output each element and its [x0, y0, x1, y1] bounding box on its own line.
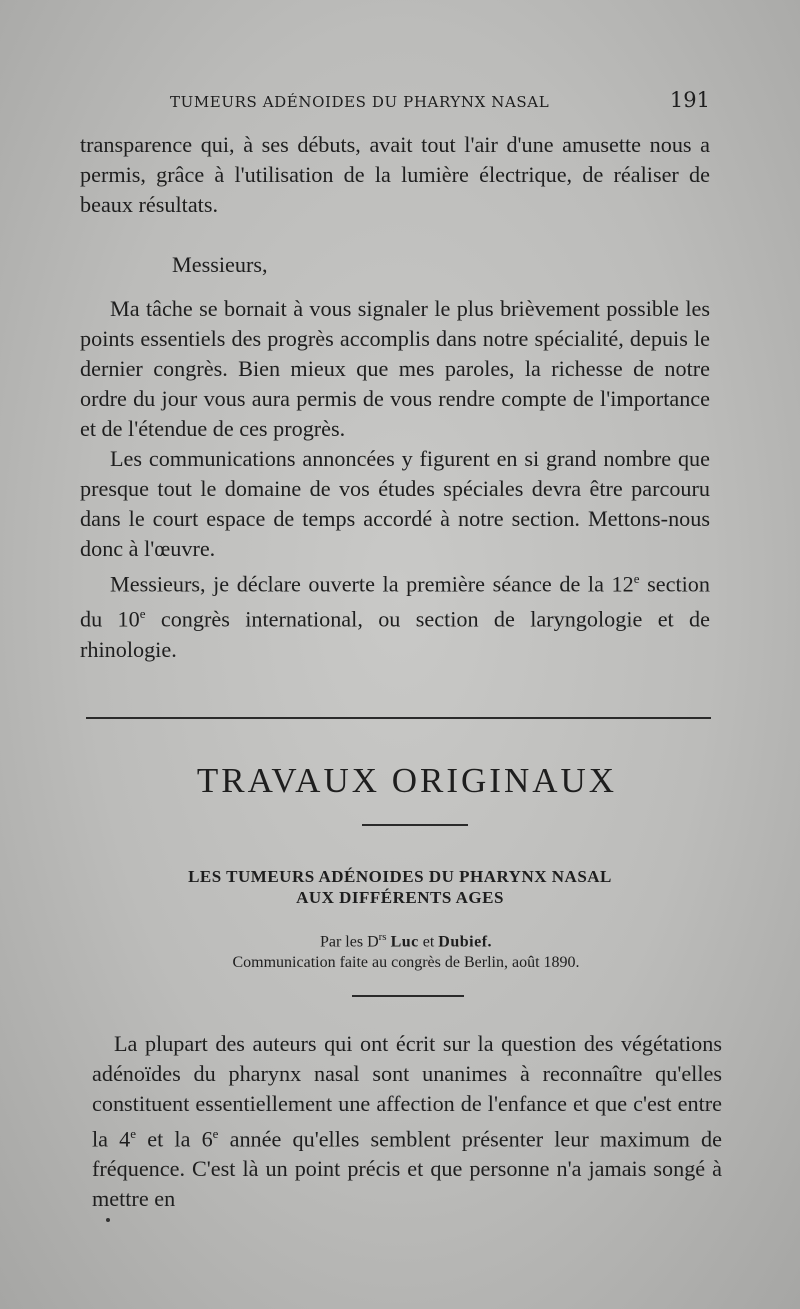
- byline-prefix: Par les D: [319, 933, 379, 951]
- ordinal-sup: e: [212, 1126, 219, 1141]
- paragraph-3: [80, 564, 710, 665]
- author-luc: Luc: [390, 933, 419, 951]
- ordinal-sup: e: [139, 606, 146, 622]
- intro-paragraph-block: [80, 130, 710, 220]
- page-header: [170, 88, 710, 115]
- communication-note: Communication faite au congrès de Berlin, août 1890.: [232, 954, 580, 971]
- author-dubief: Dubief.: [438, 933, 493, 951]
- article-paragraph: [92, 1029, 722, 1214]
- byline-and: et: [422, 933, 435, 951]
- article-title: [0, 866, 800, 908]
- article-text-a: La plupart des auteurs qui ont écrit sur la question des végétations adénoïdes du pharynx nasal sont unanimes à reconnaître qu'elles constituent essentiellement une affection de l'enfance et que c'est entre la 4: [92, 1031, 722, 1152]
- article-title-line-2: AUX DIFFÉRENTS AGES: [296, 888, 504, 907]
- running-head: TUMEURS ADÉNOIDES DU PHARYNX NASAL: [170, 93, 550, 111]
- section-title: TRAVAUX ORIGINAUX: [196, 761, 618, 800]
- article-title-line-1: LES TUMEURS ADÉNOIDES DU PHARYNX NASAL: [188, 867, 612, 886]
- article-body: [92, 1029, 722, 1214]
- title-rule: [362, 824, 468, 826]
- paragraph-2: Les communications annoncées y figurent en si grand nombre que presque tout le domaine de vos études spéciales devra être parcouru dans le court espace de temps accordé à notre section. Mettons-nous donc à l'œuvre.: [80, 446, 710, 561]
- paragraph-3-text-c: congrès international, ou section de laryngologie et de rhinologie.: [80, 606, 710, 662]
- paragraph-1: Ma tâche se bornait à vous signaler le plus brièvement possible les points essentiels des progrès accomplis dans notre spécialité, depuis le dernier congrès. Bien mieux que mes paroles, la richesse de notre ordre du jour vous aura permis de vous rendre compte de l'importance et de l'étendue de ces progrès.: [80, 296, 710, 441]
- section-divider: [86, 717, 711, 719]
- ink-speck: [106, 1218, 110, 1222]
- byline: [0, 931, 800, 951]
- byline-sup: rs: [378, 931, 387, 943]
- paragraph-3-text-a: Messieurs, je déclare ouverte la première séance de la 12: [110, 571, 634, 597]
- ordinal-sup: e: [130, 1126, 137, 1141]
- speech-body: [80, 294, 710, 665]
- page-number: 191: [669, 88, 710, 112]
- article-text-c: année qu'elles semblent présenter leur maximum de fréquence. C'est là un point précis et que personne n'a jamais songé à mettre en: [92, 1126, 722, 1212]
- article-text-b: et la 6: [136, 1126, 213, 1152]
- article-rule: [352, 995, 464, 997]
- intro-paragraph: transparence qui, à ses débuts, avait tout l'air d'une amusette nous a permis, grâce à l'utilisation de la lumière électrique, de réaliser de beaux résultats.: [80, 132, 710, 217]
- ordinal-sup: e: [633, 571, 640, 586]
- salutation: Messieurs,: [172, 252, 268, 277]
- paragraph-3-text-b: section du 10: [80, 571, 710, 632]
